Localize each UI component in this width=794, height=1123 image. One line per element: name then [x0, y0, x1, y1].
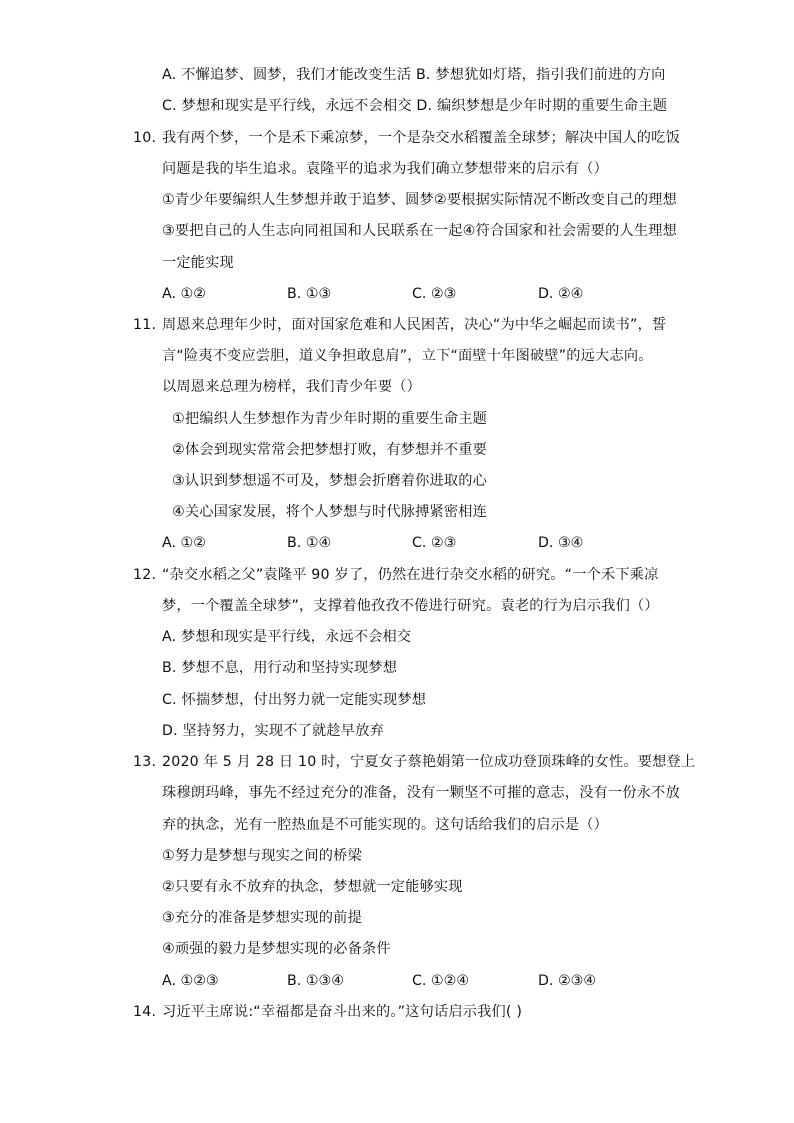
q13-option-b[interactable]: B. ①③④ [287, 973, 344, 989]
q11-stem-line3: 以周恩来总理为榜样，我们青少年要（） [162, 379, 421, 395]
q10-option-b[interactable]: B. ①③ [287, 286, 332, 302]
q11-option-c[interactable]: C. ②③ [412, 535, 457, 551]
q11-option-b[interactable]: B. ①④ [287, 535, 332, 551]
q10-number: 10. [133, 130, 157, 146]
q9-options-line-cd: C. 梦想和现实是平行线，永远不会相交 D. 编织梦想是少年时期的重要生命主题 [162, 98, 668, 114]
q12-stem-line1: “杂交水稻之父”袁隆平 90 岁了，仍然在进行杂交水稻的研究。“一个禾下乘凉 [162, 567, 659, 583]
q9-options-line-ab: A. 不懈追梦、圆梦，我们才能改变生活 B. 梦想犹如灯塔，指引我们前进的方向 [162, 67, 666, 83]
q11-options [0, 528, 794, 559]
q13-statement-3: ③充分的准备是梦想实现的前提 [162, 910, 362, 926]
q10-option-d[interactable]: D. ②④ [538, 286, 584, 302]
q13-stem-line3: 弃的执念，光有一腔热血是不可能实现的。这句话给我们的启示是（） [162, 817, 609, 833]
q13-option-d[interactable]: D. ②③④ [538, 973, 597, 989]
q14-stem-line1: 习近平主席说:“幸福都是奋斗出来的。”这句话启示我们( ) [162, 1004, 523, 1020]
q10-stem-line1: 我有两个梦，一个是禾下乘凉梦，一个是杂交水稻覆盖全球梦；解决中国人的吃饭 [162, 130, 680, 146]
q11-statement-2: ②体会到现实常常会把梦想打败，有梦想并不重要 [172, 442, 488, 458]
q11-statement-3: ③认识到梦想遥不可及，梦想会折磨着你进取的心 [172, 473, 488, 489]
q10-option-c[interactable]: C. ②③ [412, 286, 457, 302]
q14-number: 14. [133, 1004, 157, 1020]
q13-number: 13. [133, 754, 157, 770]
q13-stem-line2: 珠穆朗玛峰，事先不经过充分的准备，没有一颗坚不可摧的意志，没有一份永不放 [162, 785, 680, 801]
q10-statement-line1: ①青少年要编织人生梦想并敢于追梦、圆梦②要根据实际情况不断改变自己的理想 [162, 192, 678, 208]
q13-statement-1: ①努力是梦想与现实之间的桥梁 [162, 848, 362, 864]
q10-stem-line2: 问题是我的毕生追求。袁隆平的追求为我们确立梦想带来的启示有（） [162, 161, 609, 177]
q11-option-d[interactable]: D. ③④ [538, 535, 584, 551]
q13-statement-2: ②只要有永不放弃的执念，梦想就一定能够实现 [162, 879, 463, 895]
q13-stem-line1: 2020 年 5 月 28 日 10 时，宁夏女子蔡艳娟第一位成功登顶珠峰的女性。要想登上 [162, 754, 696, 770]
q11-statement-4: ④关心国家发展，将个人梦想与时代脉搏紧密相连 [172, 504, 488, 520]
q13-options [0, 966, 794, 997]
q10-statement-line2: ③要把自己的人生志向同祖国和人民联系在一起④符合国家和社会需要的人生理想 [162, 223, 678, 239]
q13-option-c[interactable]: C. ①②④ [412, 973, 470, 989]
q12-option-d[interactable]: D. 坚持努力，实现不了就趁早放弃 [162, 723, 384, 739]
q10-statement-line3: 一定能实现 [162, 255, 234, 271]
q11-option-a[interactable]: A. ①② [162, 535, 206, 551]
q12-option-c[interactable]: C. 怀揣梦想，付出努力就一定能实现梦想 [162, 692, 427, 708]
q12-option-a[interactable]: A. 梦想和现实是平行线，永远不会相交 [162, 629, 412, 645]
q10-option-a[interactable]: A. ①② [162, 286, 206, 302]
q11-number: 11. [133, 317, 157, 333]
q13-option-a[interactable]: A. ①②③ [162, 973, 219, 989]
q12-option-b[interactable]: B. 梦想不息，用行动和坚持实现梦想 [162, 660, 398, 676]
q11-statement-1: ①把编织人生梦想作为青少年时期的重要生命主题 [172, 411, 488, 427]
q13-statement-4: ④顽强的毅力是梦想实现的必备条件 [162, 941, 391, 957]
q11-stem-line2: 言“险夷不变应尝胆，道义争担敢息肩”，立下“面壁十年图破壁”的远大志向。 [162, 348, 653, 364]
q12-number: 12. [133, 567, 157, 583]
q10-options [0, 279, 794, 310]
q11-stem-line1: 周恩来总理年少时，面对国家危难和人民困苦，决心“为中华之崛起而读书”，誓 [162, 317, 667, 333]
q12-stem-line2: 梦，一个覆盖全球梦”，支撑着他孜孜不倦进行研究。袁老的行为启示我们（） [162, 598, 659, 614]
